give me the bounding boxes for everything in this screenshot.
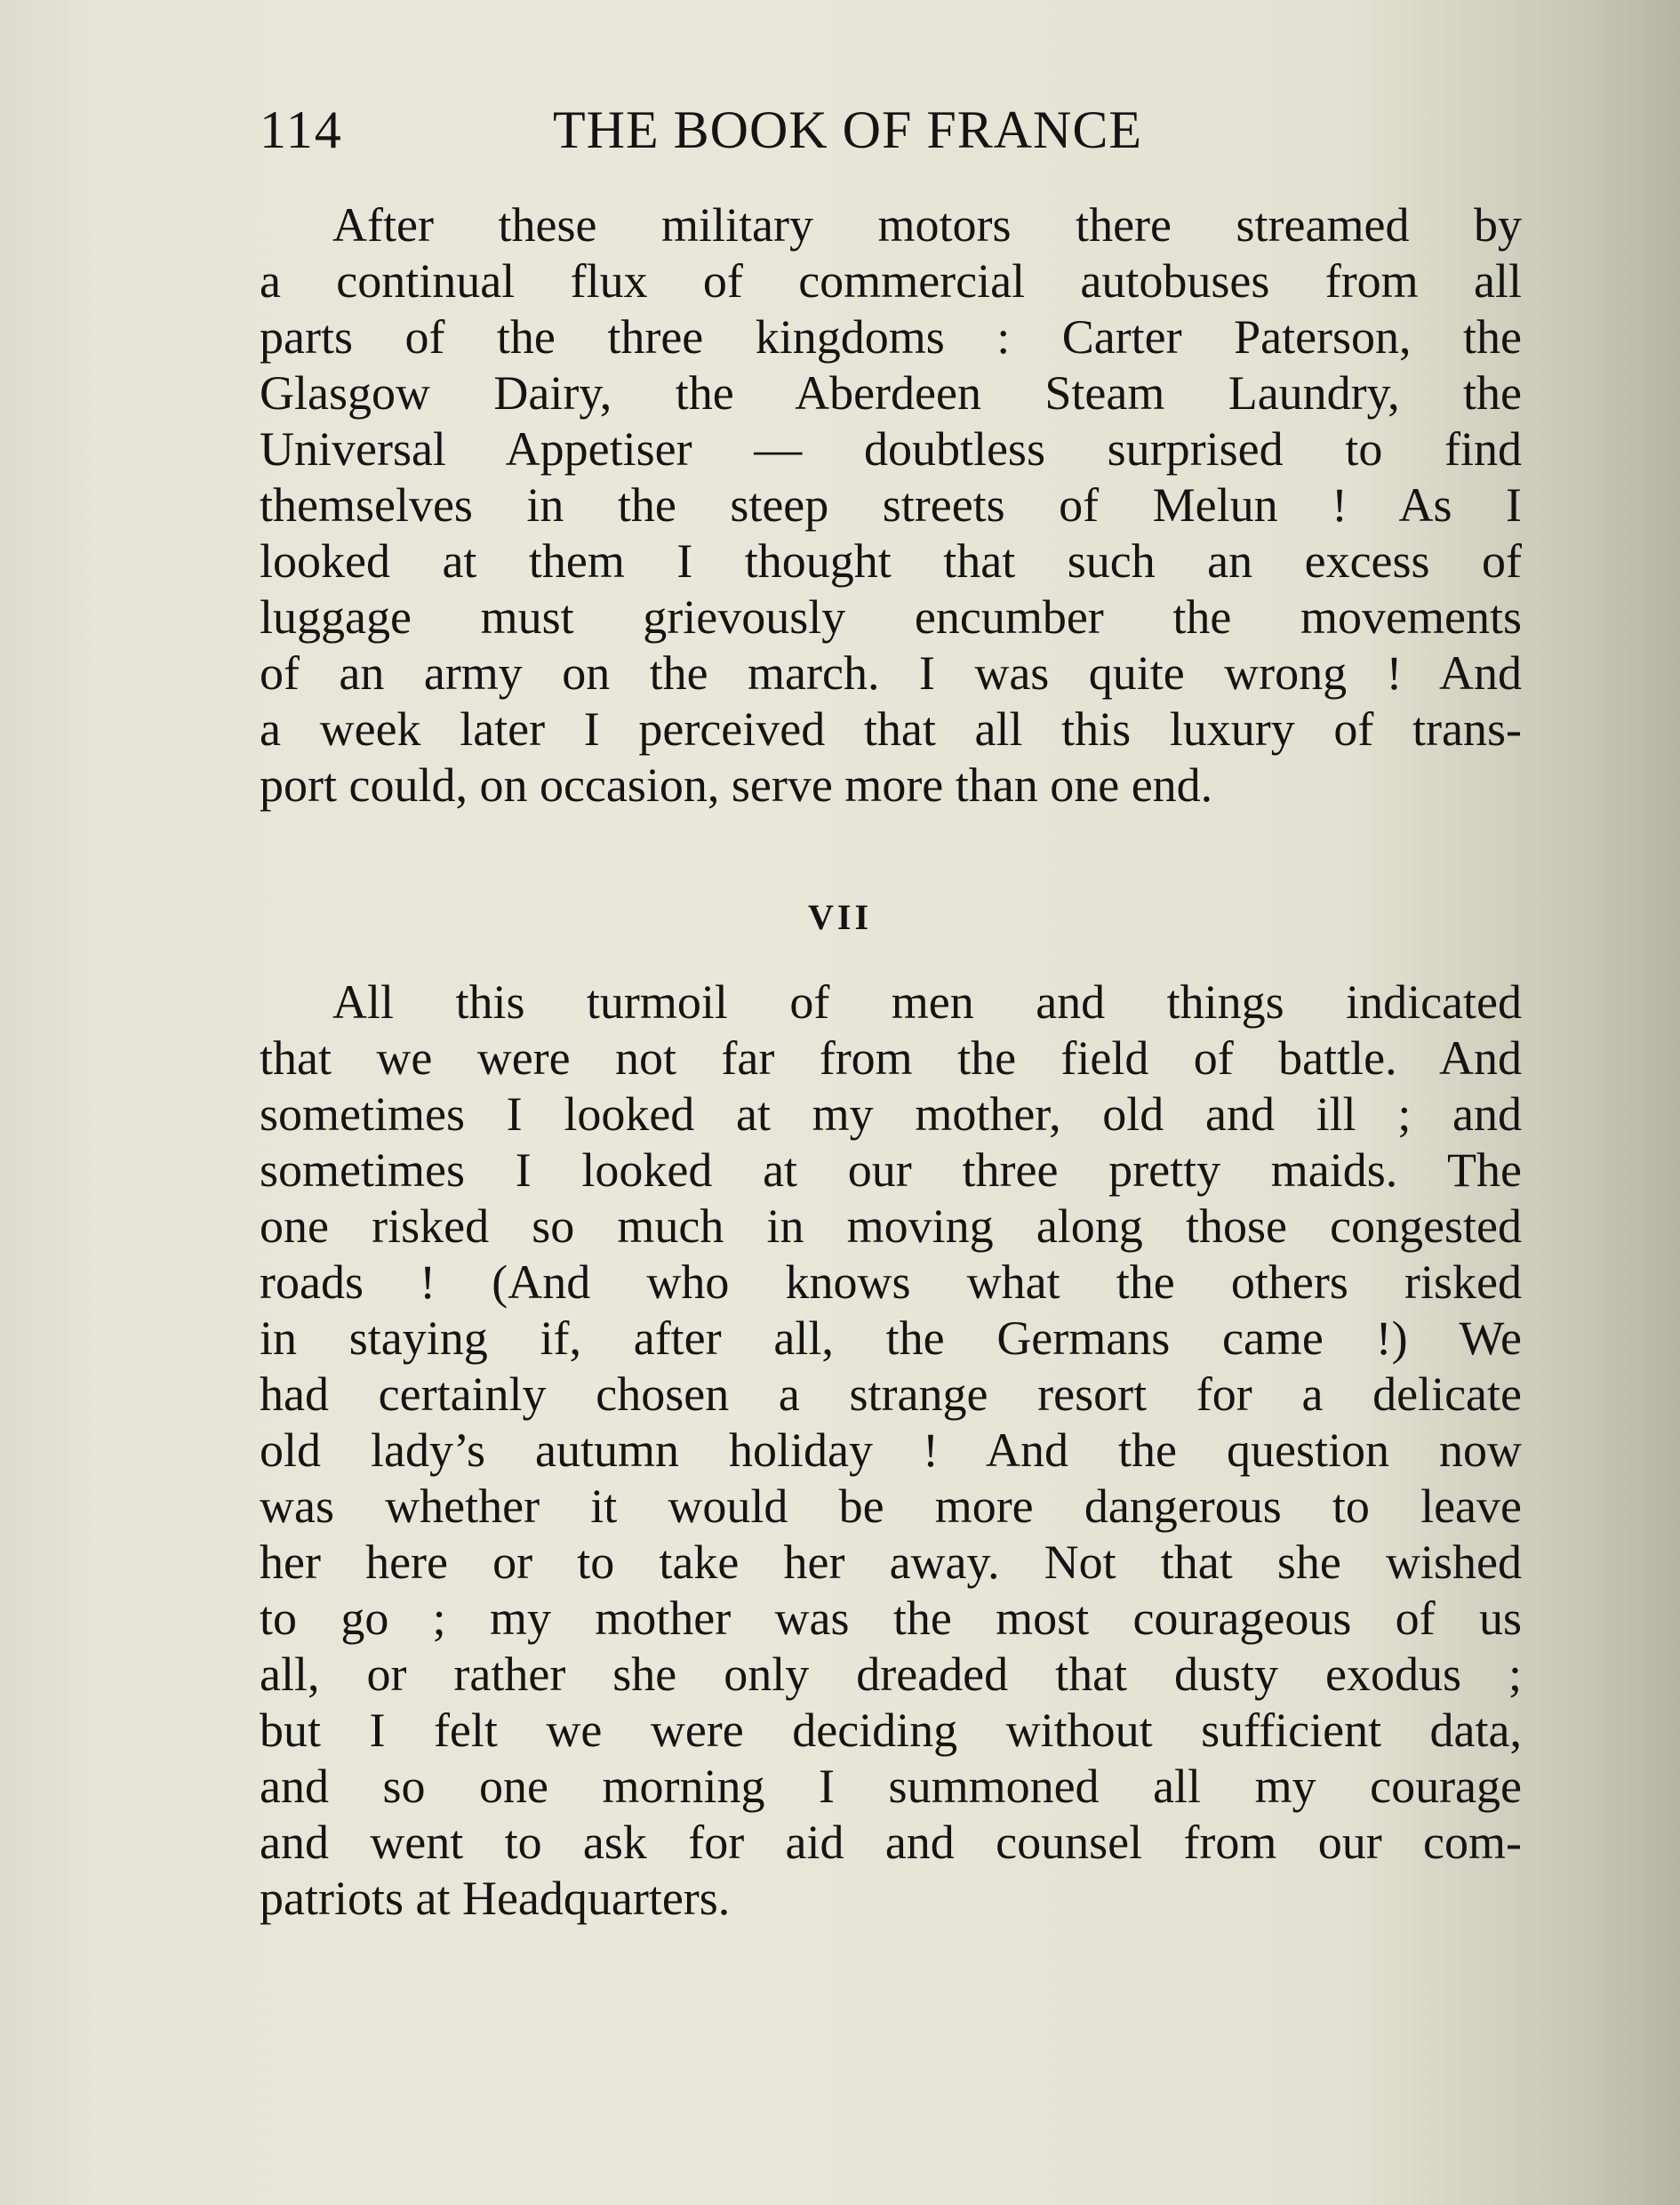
text-line: all, or rather she only dreaded that dusty exodus ; [260, 1648, 1522, 1701]
text-line: themselves in the steep streets of Melun ! As I [260, 478, 1522, 532]
text-line: and so one morning I summoned all my courage [260, 1760, 1522, 1813]
page-header [260, 100, 1246, 171]
text-line: was whether it would be more dangerous to leave [260, 1479, 1522, 1533]
text-line: to go ; my mother was the most courageous of us [260, 1592, 1522, 1645]
text-line: that we were not far from the field of battle. And [260, 1031, 1522, 1085]
text-line: parts of the three kingdoms : Carter Paterson, the [260, 310, 1522, 364]
text-line: Glasgow Dairy, the Aberdeen Steam Laundry, the [260, 366, 1522, 420]
text-line: patriots at Headquarters. [260, 1872, 731, 1925]
text-line: luggage must grievously encumber the movements [260, 590, 1522, 644]
text-line: old lady’s autumn holiday ! And the question now [260, 1423, 1522, 1477]
text-line: roads ! (And who knows what the others risked [260, 1255, 1522, 1309]
text-line: had certainly chosen a strange resort for a delicate [260, 1367, 1522, 1421]
paragraph-1 [260, 197, 1522, 814]
text-line: looked at them I thought that such an excess of [260, 534, 1522, 588]
text-line: but I felt we were deciding without sufficient data, [260, 1704, 1522, 1757]
text-line: sometimes I looked at my mother, old and ill ; and [260, 1087, 1522, 1141]
paragraph-2 [260, 974, 1522, 1927]
text-line: and went to ask for aid and counsel from our com- [260, 1816, 1522, 1869]
text-line: All this turmoil of men and things indicated [332, 975, 1522, 1029]
text-line: a week later I perceived that all this luxury of trans- [260, 702, 1522, 756]
text-line: her here or to take her away. Not that she wished [260, 1535, 1522, 1589]
running-title: THE BOOK OF FRANCE [553, 100, 1143, 159]
text-line: a continual flux of commercial autobuses from all [260, 254, 1522, 308]
text-line: port could, on occasion, serve more than one end. [260, 758, 1213, 812]
text-line: one risked so much in moving along those congested [260, 1199, 1522, 1253]
text-line: Universal Appetiser — doubtless surprised to find [260, 422, 1522, 476]
page-number: 114 [260, 100, 343, 159]
text-line: sometimes I looked at our three pretty maids. The [260, 1143, 1522, 1197]
text-line: in staying if, after all, the Germans came !) We [260, 1311, 1522, 1365]
text-line: of an army on the march. I was quite wrong ! And [260, 646, 1522, 700]
text-line: After these military motors there streamed by [332, 198, 1522, 252]
section-numeral: VII [807, 897, 873, 937]
